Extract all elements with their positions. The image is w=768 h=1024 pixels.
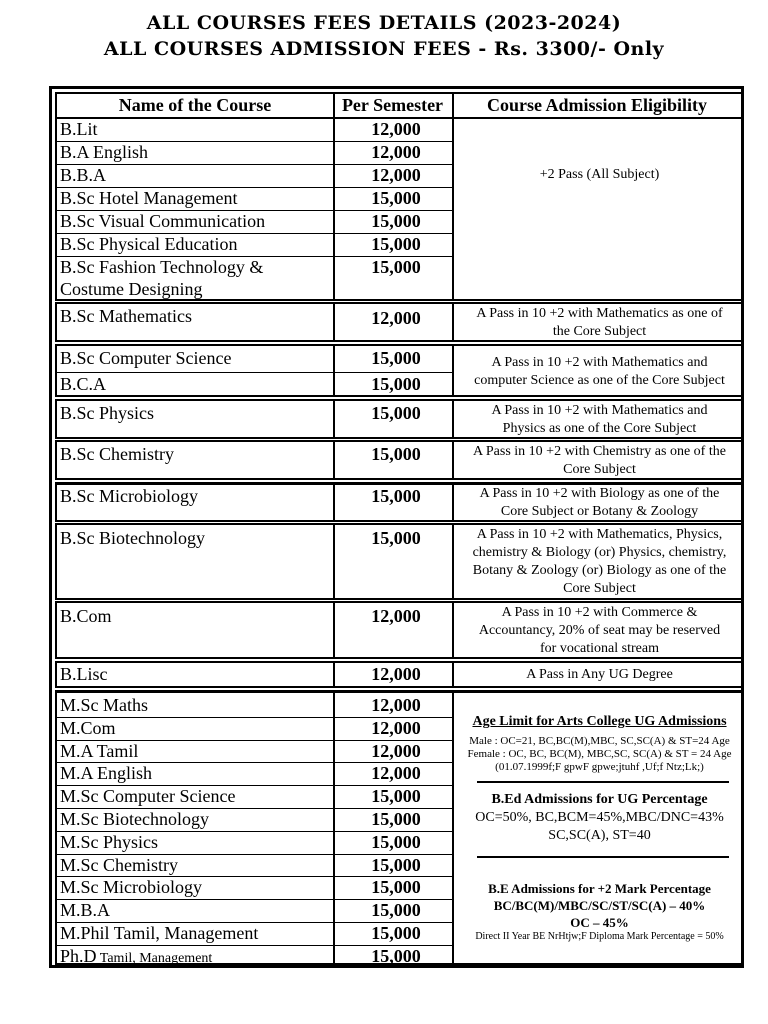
be-line1: BC/BC(M)/MBC/SC/ST/SC(A) – 40% [493, 898, 706, 913]
course-name: M.Sc Maths [60, 695, 149, 715]
course-fee: 12,000 [371, 740, 421, 761]
fees-table [49, 86, 744, 968]
header-course: Name of the Course [118, 95, 272, 115]
eligibility-text [457, 666, 742, 684]
course-fee: 12,000 [371, 763, 421, 784]
eligibility-line: for vocational stream [540, 641, 659, 656]
table-group-microbiology [55, 482, 744, 522]
eligibility-text [457, 485, 742, 521]
course-name: M.Sc Chemistry [60, 854, 179, 875]
eligibility-line: A Pass in 10 +2 with Biology as one of the [479, 486, 720, 501]
eligibility-line: A Pass in 10 +2 with Mathematics as one of [476, 306, 723, 321]
eligibility-line: Core Subject [563, 581, 636, 596]
course-fee: 15,000 [371, 374, 421, 394]
eligibility-text: +2 Pass (All Subject) [539, 167, 660, 182]
course-name: B.Sc Computer Science [60, 348, 232, 368]
course-name: M.A English [60, 763, 153, 784]
bed-line1: OC=50%, BC,BCM=45%,MBC/DNC=43% [475, 810, 724, 825]
course-name: B.Com [60, 606, 112, 626]
table-group-blisc [55, 661, 744, 688]
table-group-maths [55, 302, 744, 342]
eligibility-text [457, 305, 742, 341]
course-fee: 12,000 [371, 119, 421, 139]
eligibility-line: Core Subject or Botany & Zoology [500, 504, 699, 519]
eligibility-line: Core Subject [563, 462, 636, 477]
course-fee: 12,000 [371, 142, 421, 162]
eligibility-line: A Pass in Any UG Degree [526, 667, 673, 682]
eligibility-text [457, 402, 742, 438]
eligibility-text [457, 443, 742, 479]
course-fee: 15,000 [371, 486, 421, 506]
eligibility-line: A Pass in 10 +2 with Mathematics and [491, 355, 708, 370]
course-fee: 15,000 [371, 831, 421, 852]
course-fee: 15,000 [371, 809, 421, 829]
be-line2: OC – 45% [570, 915, 629, 930]
course-fee: 15,000 [371, 877, 421, 898]
eligibility-text [457, 526, 742, 598]
course-name: B.Sc Mathematics [60, 306, 192, 326]
eligibility-line: Botany & Zoology (or) Biology as one of the [472, 563, 727, 578]
course-name: M.Sc Biotechnology [60, 809, 209, 829]
table-group-pg [55, 690, 744, 965]
course-name: M.Sc Physics [60, 831, 159, 852]
course-name: B.Lit [60, 119, 98, 139]
course-fee: 15,000 [371, 188, 421, 208]
course-name: M.Sc Microbiology [60, 877, 202, 898]
course-fee: 15,000 [371, 234, 421, 254]
course-name: M.Sc Computer Science [60, 786, 236, 807]
course-name: B.C.A [60, 374, 107, 394]
header-eligibility: Course Admission Eligibility [486, 95, 708, 115]
table-group-chemistry [55, 440, 744, 480]
eligibility-line: Accountancy, 20% of seat may be reserved [478, 623, 721, 638]
course-fee: 15,000 [371, 257, 421, 277]
eligibility-line: A Pass in 10 +2 with Mathematics, Physics, [476, 527, 723, 542]
course-fee: 12,000 [371, 165, 421, 185]
course-name: B.Sc Visual Communication [60, 211, 266, 231]
course-fee: 15,000 [371, 211, 421, 231]
course-name: B.Sc Biotechnology [60, 528, 205, 548]
be-title: B.E Admissions for +2 Mark Percentage [488, 881, 711, 896]
table-group-cs [55, 344, 744, 397]
eligibility-line: the Core Subject [552, 324, 647, 339]
bed-title: B.Ed Admissions for UG Percentage [491, 792, 708, 807]
course-fee: 15,000 [371, 786, 421, 807]
eligibility-line: A Pass in 10 +2 with Chemistry as one of the [473, 444, 726, 459]
header-fee: Per Semester [341, 95, 444, 115]
course-name: M.Phil Tamil, Management [60, 923, 259, 943]
course-fee: 15,000 [371, 854, 421, 875]
course-fee: 15,000 [371, 945, 421, 966]
table-group-physics [55, 399, 744, 439]
bed-line2: SC,SC(A), ST=40 [548, 828, 651, 843]
course-fee: 15,000 [371, 900, 421, 921]
table-group-ug-general [55, 92, 744, 301]
eligibility-line: A Pass in 10 +2 with Mathematics and [491, 403, 708, 418]
course-fee: 12,000 [371, 664, 421, 684]
course-name: B.Sc Physics [60, 403, 155, 423]
course-name: B.Sc Fashion Technology & [60, 257, 264, 277]
be-line3: Direct II Year BE NrHtjw;F Diploma Mark Percentage = 50% [475, 931, 724, 942]
eligibility-line: A Pass in 10 +2 with Commerce & [501, 605, 698, 620]
age-limit-female: Female : OC, BC, BC(M), MBC,SC, SC(A) & ST = 24 Age [467, 748, 732, 760]
age-limit-male: Male : OC=21, BC,BC(M),MBC, SC,SC(A) & ST=24 Age [469, 735, 730, 747]
course-fee: 15,000 [371, 528, 421, 548]
course-fee: 15,000 [371, 923, 421, 943]
eligibility-line: chemistry & Biology (or) Physics, chemistry, [472, 545, 727, 560]
course-fee: 12,000 [371, 717, 421, 738]
course-name: B.Sc Chemistry [60, 444, 175, 464]
course-name: B.Lisc [60, 664, 108, 684]
eligibility-text [457, 604, 742, 658]
page-subtitle: ALL COURSES ADMISSION FEES - Rs. 3300/- Only [103, 38, 665, 60]
course-name: Costume Designing [60, 279, 203, 299]
age-limit-date: (01.07.1999f;F gpwF gpwe;jtuhf ,Uf;f Ntz;Lk;) [495, 761, 704, 773]
course-fee: 12,000 [371, 695, 421, 715]
eligibility-line: Physics as one of the Core Subject [502, 421, 697, 436]
eligibility-line: computer Science as one of the Core Subject [474, 373, 725, 388]
course-name: B.Sc Microbiology [60, 486, 198, 506]
eligibility-text [457, 354, 742, 390]
course-name: M.A Tamil [60, 740, 139, 761]
age-limit-title: Age Limit for Arts College UG Admissions [472, 714, 727, 729]
course-fee: 15,000 [371, 403, 421, 423]
course-name-detail: Tamil, Management [96, 950, 213, 966]
table-group-bcom [55, 601, 744, 659]
course-name: Ph.D Tamil, Management [60, 945, 213, 966]
course-name: M.B.A [60, 900, 111, 921]
page-title: ALL COURSES FEES DETAILS (2023-2024) [146, 12, 622, 34]
course-name: M.Com [60, 717, 116, 738]
course-name: B.B.A [60, 165, 107, 185]
course-fee: 15,000 [371, 444, 421, 464]
table-group-biotech [55, 523, 744, 600]
course-name: B.Sc Hotel Management [60, 188, 238, 208]
course-fee: 12,000 [371, 606, 421, 626]
course-fee: 15,000 [371, 348, 421, 368]
course-name: B.Sc Physical Education [60, 234, 238, 254]
course-fee: 12,000 [371, 308, 421, 328]
course-name: B.A English [60, 142, 149, 162]
